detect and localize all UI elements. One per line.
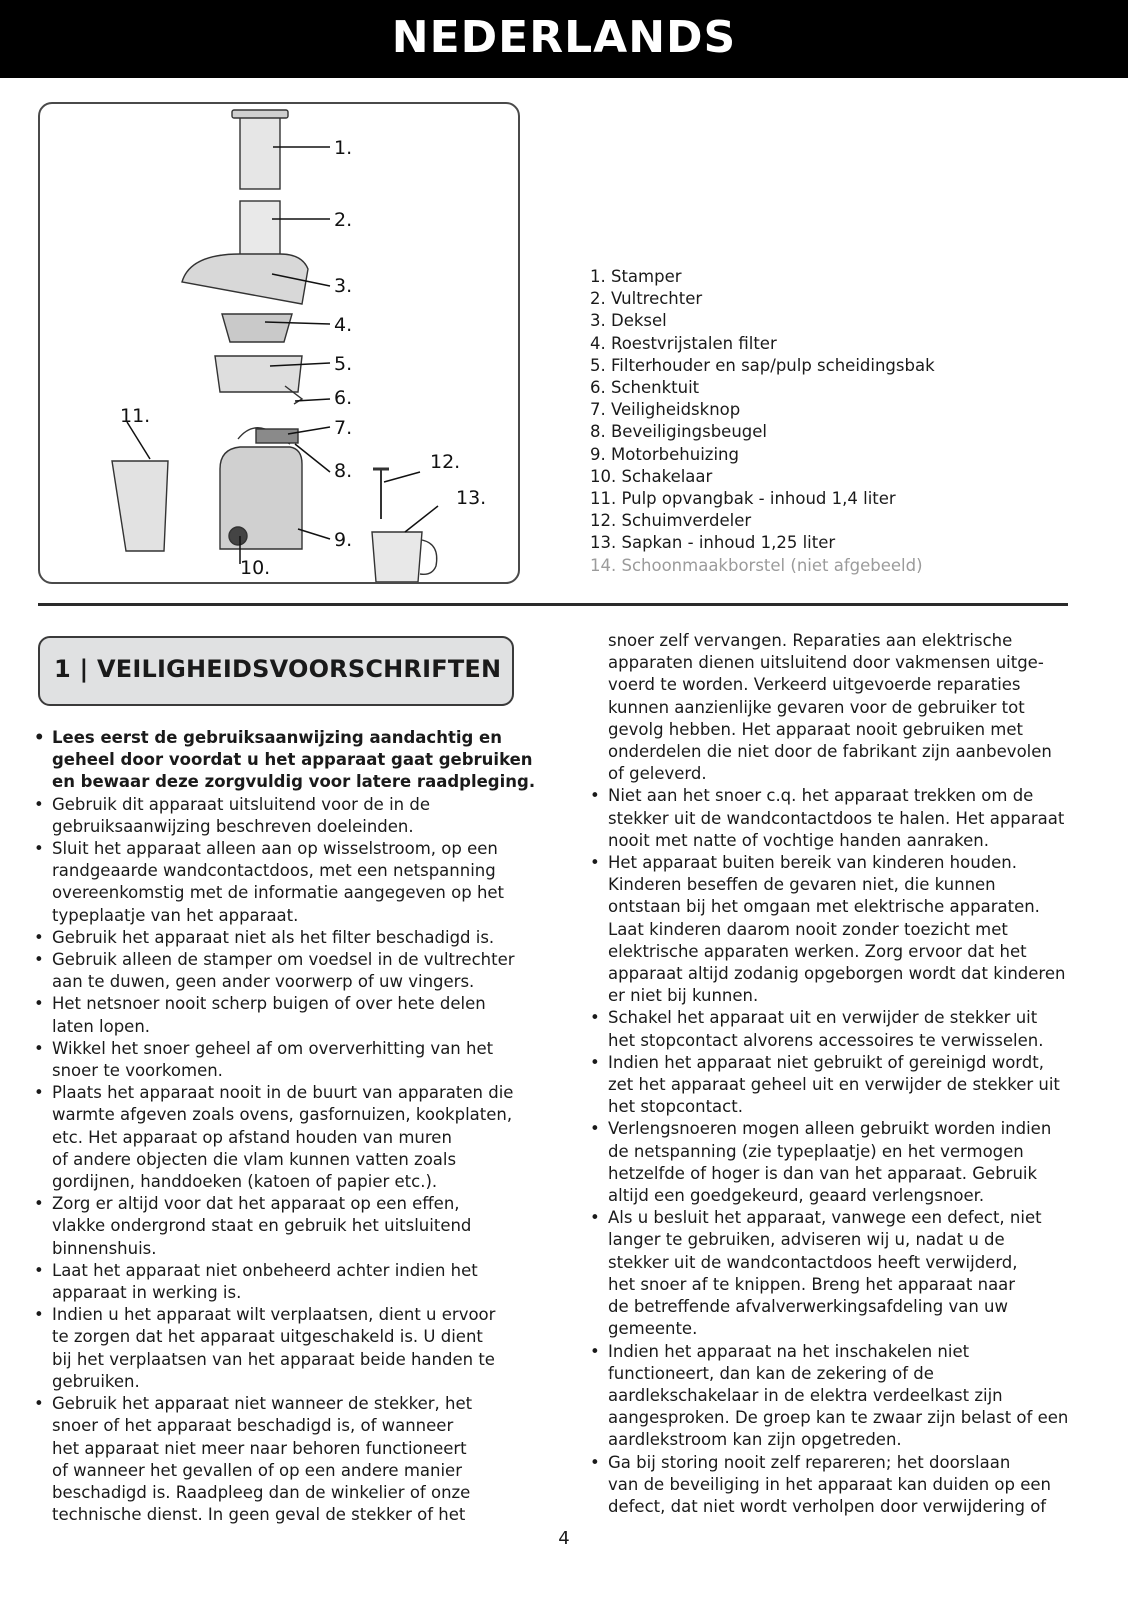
safety-item bbox=[32, 927, 532, 949]
bullet-icon: • bbox=[34, 839, 44, 859]
safety-item-line: Gebruik dit apparaat uitsluitend voor de in de bbox=[52, 794, 430, 814]
safety-item-line: snoer zelf vervangen. Reparaties aan elektrische bbox=[608, 631, 1013, 650]
safety-item bbox=[32, 1260, 532, 1304]
bullet-icon: • bbox=[34, 1194, 44, 1214]
callout-10: 10. bbox=[240, 557, 271, 579]
bullet-icon: • bbox=[590, 1052, 600, 1072]
safety-item-line: de betreffende afvalverwerkingsafdeling van uw bbox=[608, 1297, 1008, 1317]
safety-item-line: snoer of het apparaat beschadigd is, of wanneer bbox=[52, 1416, 454, 1436]
callout-13: 13. bbox=[456, 487, 487, 509]
safety-item-line: langer te gebruiken, adviseren wij u, nadat u de bbox=[608, 1230, 1005, 1250]
safety-item-line: aardlekschakelaar in de elektra verdeelkast zijn bbox=[608, 1385, 1003, 1405]
callout-8: 8. bbox=[334, 460, 353, 482]
pulp-container-part bbox=[112, 461, 168, 551]
page-header bbox=[0, 0, 1128, 78]
legend-item: 13. Sapkan - inhoud 1,25 liter bbox=[590, 533, 836, 553]
language-title: NEDERLANDS bbox=[391, 12, 737, 63]
safety-item bbox=[588, 785, 1088, 852]
safety-item-line: vlakke ondergrond staat en gebruik het uitsluitend bbox=[52, 1216, 472, 1236]
safety-item-line: geheel door voordat u het apparaat gaat gebruiken bbox=[52, 750, 533, 770]
legend-item: 9. Motorbehuizing bbox=[590, 444, 739, 464]
safety-item bbox=[588, 1207, 1088, 1340]
safety-item bbox=[588, 1052, 1088, 1119]
safety-item-line: stekker uit de wandcontactdoos heeft verwijderd, bbox=[608, 1252, 1018, 1272]
bullet-icon: • bbox=[34, 950, 44, 970]
safety-item-line: Zorg er altijd voor dat het apparaat op een effen, bbox=[52, 1194, 460, 1214]
safety-item bbox=[32, 993, 532, 1037]
bullet-icon: • bbox=[590, 1341, 600, 1361]
legend-item: 3. Deksel bbox=[590, 311, 667, 331]
safety-item-line: het stopcontact. bbox=[608, 1097, 743, 1117]
safety-item-line: Het apparaat buiten bereik van kinderen houden. bbox=[608, 853, 1017, 873]
safety-item-line: onderdelen die niet door de fabrikant zijn aanbevolen bbox=[608, 742, 1052, 762]
legend-item: 6. Schenktuit bbox=[590, 378, 700, 398]
bullet-icon: • bbox=[590, 1208, 600, 1228]
callout-4: 4. bbox=[334, 314, 353, 336]
safety-item-line: elektrische apparaten werken. Zorg ervoor dat het bbox=[608, 941, 1027, 961]
legend-item: 11. Pulp opvangbak - inhoud 1,4 liter bbox=[590, 489, 896, 509]
safety-item-line: of geleverd. bbox=[608, 764, 707, 784]
safety-item-line: Laat kinderen daarom nooit zonder toezicht met bbox=[608, 919, 1008, 939]
safety-item-line: Gebruik het apparaat niet wanneer de stekker, het bbox=[52, 1394, 473, 1414]
bullet-icon: • bbox=[34, 1038, 44, 1058]
page-number: 4 bbox=[558, 1528, 570, 1549]
safety-item-line: Gebruik het apparaat niet als het filter beschadigd is. bbox=[52, 927, 495, 947]
legend-item: 8. Beveiligingsbeugel bbox=[590, 422, 768, 442]
safety-item-line: stekker uit de wandcontactdoos te halen. Het apparaat bbox=[608, 808, 1065, 828]
safety-item-line: Schakel het apparaat uit en verwijder de stekker uit bbox=[608, 1008, 1038, 1028]
safety-item-line: aan te duwen, geen ander voorwerp of uw vingers. bbox=[52, 972, 475, 992]
safety-item-line: het apparaat niet meer naar behoren functioneert bbox=[52, 1438, 467, 1458]
safety-item-line: Het netsnoer nooit scherp buigen of over hete delen bbox=[52, 994, 486, 1014]
safety-item-line: Wikkel het snoer geheel af om oververhitting van het bbox=[52, 1038, 494, 1058]
bullet-icon: • bbox=[590, 853, 600, 873]
safety-item-line: Indien u het apparaat wilt verplaatsen, dient u ervoor bbox=[52, 1305, 496, 1325]
legend-item: 7. Veiligheidsknop bbox=[590, 400, 741, 420]
safety-item-line: randgeaarde wandcontactdoos, met een netspanning bbox=[52, 861, 496, 881]
safety-item bbox=[588, 1118, 1088, 1207]
legend-item: 14. Schoonmaakborstel (niet afgebeeld) bbox=[590, 555, 923, 575]
safety-item bbox=[32, 794, 532, 838]
safety-item-line: de netspanning (zie typeplaatje) en het vermogen bbox=[608, 1141, 1024, 1161]
section-title: 1 | VEILIGHEIDSVOORSCHRIFTEN bbox=[54, 655, 502, 683]
safety-item-line: Indien het apparaat niet gebruikt of gereinigd wordt, bbox=[608, 1052, 1044, 1072]
bullet-icon: • bbox=[34, 1083, 44, 1103]
safety-item-line: laten lopen. bbox=[52, 1016, 151, 1036]
safety-item-line: Ga bij storing nooit zelf repareren; het doorslaan bbox=[608, 1452, 1011, 1472]
safety-item-line: aangesproken. De groep kan te zwaar zijn belast of een bbox=[608, 1408, 1069, 1428]
safety-item bbox=[588, 1007, 1088, 1051]
safety-item-line: Als u besluit het apparaat, vanwege een defect, niet bbox=[608, 1208, 1042, 1228]
safety-item-line: aardlekstroom kan zijn opgetreden. bbox=[608, 1430, 902, 1450]
safety-list-left bbox=[32, 727, 536, 1526]
safety-item bbox=[32, 727, 536, 794]
safety-item bbox=[32, 1304, 532, 1393]
safety-item-line: gebruiken. bbox=[52, 1371, 140, 1391]
legend-item: 2. Vultrechter bbox=[590, 289, 703, 309]
safety-item-line: apparaat in werking is. bbox=[52, 1283, 242, 1303]
legend-item: 4. Roestvrijstalen filter bbox=[590, 333, 777, 353]
safety-item bbox=[588, 1452, 1088, 1519]
callout-5: 5. bbox=[334, 353, 353, 375]
safety-item-line: zet het apparaat geheel uit en verwijder de stekker uit bbox=[608, 1075, 1060, 1095]
safety-item-line: gordijnen, handdoeken (katoen of papier etc.). bbox=[52, 1172, 438, 1192]
safety-item-line: hetzelfde of hoger is dan van het apparaat. Gebruik bbox=[608, 1163, 1038, 1183]
safety-item-line: functioneert, dan kan de zekering of de bbox=[608, 1363, 934, 1383]
safety-item-line: binnenshuis. bbox=[52, 1238, 157, 1258]
safety-item-line: en bewaar deze zorgvuldig voor latere raadpleging. bbox=[52, 772, 536, 792]
safety-item-line: typeplaatje van het apparaat. bbox=[52, 905, 299, 925]
parts-legend bbox=[590, 266, 935, 577]
safety-item-line: Laat het apparaat niet onbeheerd achter indien het bbox=[52, 1260, 478, 1280]
safety-item-line: ontstaan bij het omgaan met elektrische apparaten. bbox=[608, 897, 1040, 917]
callout-11: 11. bbox=[120, 405, 151, 427]
safety-item-line: apparaten dienen uitsluitend door vakmensen uitge- bbox=[608, 653, 1044, 673]
safety-item-line: overeenkomstig met de informatie aangegeven op het bbox=[52, 883, 505, 903]
stamper-part bbox=[240, 114, 280, 189]
bullet-icon: • bbox=[34, 994, 44, 1014]
safety-item-line: of andere objecten die vlam kunnen vatten zoals bbox=[52, 1149, 457, 1169]
legend-item: 12. Schuimverdeler bbox=[590, 511, 752, 531]
legend-item: 5. Filterhouder en sap/pulp scheidingsbak bbox=[590, 355, 935, 375]
safety-item-line: Kinderen beseffen de gevaren niet, die kunnen bbox=[608, 875, 996, 895]
callout-7: 7. bbox=[334, 417, 353, 439]
bullet-icon: • bbox=[34, 1260, 44, 1280]
filter-holder-part bbox=[215, 356, 302, 392]
safety-item-line: gevolg hebben. Het apparaat nooit gebruiken met bbox=[608, 719, 1023, 739]
safety-item-line: het snoer af te knippen. Breng het apparaat naar bbox=[608, 1274, 1016, 1294]
chute-part bbox=[240, 201, 280, 256]
bullet-icon: • bbox=[590, 786, 600, 806]
legend-item: 10. Schakelaar bbox=[590, 466, 713, 486]
exploded-view-figure bbox=[38, 102, 520, 584]
safety-item-line: Niet aan het snoer c.q. het apparaat trekken om de bbox=[608, 786, 1034, 806]
safety-item-line: Plaats het apparaat nooit in de buurt van apparaten die bbox=[52, 1083, 514, 1103]
safety-item bbox=[588, 630, 1088, 785]
safety-item-line: altijd een goedgekeurd, geaard verlengsnoer. bbox=[608, 1186, 985, 1206]
safety-item-line: nooit met natte of vochtige handen aanraken. bbox=[608, 830, 989, 850]
safety-item-line: technische dienst. In geen geval de stekker of het bbox=[52, 1505, 466, 1525]
safety-item-line: defect, dat niet wordt verholpen door verwijdering of bbox=[608, 1496, 1047, 1516]
callout-3: 3. bbox=[334, 275, 353, 297]
safety-item-line: voerd te worden. Verkeerd uitgevoerde reparaties bbox=[608, 675, 1021, 695]
safety-item-line: Indien het apparaat na het inschakelen niet bbox=[608, 1341, 970, 1361]
safety-item-line: van de beveiliging in het apparaat kan duiden op een bbox=[608, 1474, 1051, 1494]
safety-list-right bbox=[588, 630, 1088, 1518]
juice-jug-part bbox=[372, 532, 422, 582]
bullet-icon: • bbox=[590, 1008, 600, 1028]
callout-1: 1. bbox=[334, 137, 353, 159]
safety-item-line: gemeente. bbox=[608, 1319, 698, 1339]
safety-item-line: beschadigd is. Raadpleeg dan de winkelier of onze bbox=[52, 1482, 471, 1502]
safety-item-line: Sluit het apparaat alleen aan op wisselstroom, op een bbox=[52, 839, 498, 859]
safety-item-line: snoer te voorkomen. bbox=[52, 1061, 223, 1081]
safety-item-line: kunnen aanzienlijke gevaren voor de gebruiker tot bbox=[608, 697, 1025, 717]
safety-item bbox=[32, 1193, 532, 1260]
bullet-icon: • bbox=[590, 1452, 600, 1472]
bullet-icon: • bbox=[34, 1394, 44, 1414]
juicer-parts-illustration bbox=[40, 104, 518, 582]
callout-9: 9. bbox=[334, 529, 353, 551]
filter-part bbox=[222, 314, 292, 342]
safety-item-line: gebruiksaanwijzing beschreven doeleinden. bbox=[52, 816, 414, 836]
safety-item-line: warmte afgeven zoals ovens, gasfornuizen, kookplaten, bbox=[52, 1105, 513, 1125]
safety-item-line: etc. Het apparaat op afstand houden van muren bbox=[52, 1127, 452, 1147]
callout-2: 2. bbox=[334, 209, 353, 231]
safety-item-line: apparaat altijd zodanig opgeborgen wordt dat kinderen bbox=[608, 964, 1066, 984]
safety-item bbox=[32, 838, 532, 927]
section-heading-box bbox=[38, 636, 514, 706]
safety-item-line: het stopcontact alvorens accessoires te verwisselen. bbox=[608, 1030, 1044, 1050]
bullet-icon: • bbox=[34, 927, 44, 947]
safety-item-line: te zorgen dat het apparaat uitgeschakeld is. U dient bbox=[52, 1327, 483, 1347]
safety-item-line: Verlengsnoeren mogen alleen gebruikt worden indien bbox=[608, 1119, 1052, 1139]
bullet-icon: • bbox=[34, 728, 45, 747]
safety-item bbox=[32, 949, 532, 993]
callout-12: 12. bbox=[430, 451, 461, 473]
safety-item-line: er niet bij kunnen. bbox=[608, 986, 759, 1006]
callout-6: 6. bbox=[334, 387, 353, 409]
safety-item bbox=[32, 1082, 532, 1193]
safety-item-line: of wanneer het gevallen of op een andere manier bbox=[52, 1460, 462, 1480]
section-divider bbox=[38, 603, 1068, 606]
safety-item bbox=[588, 852, 1088, 1007]
legend-item: 1. Stamper bbox=[590, 267, 682, 286]
safety-item bbox=[588, 1341, 1088, 1452]
safety-item bbox=[32, 1393, 532, 1526]
safety-item-line: Gebruik alleen de stamper om voedsel in de vultrechter bbox=[52, 950, 515, 970]
bullet-icon: • bbox=[590, 1119, 600, 1139]
safety-item-line: Lees eerst de gebruiksaanwijzing aandachtig en bbox=[52, 728, 502, 747]
lid-part bbox=[182, 254, 308, 304]
bullet-icon: • bbox=[34, 1305, 44, 1325]
safety-item bbox=[32, 1038, 532, 1082]
bullet-icon: • bbox=[34, 794, 44, 814]
safety-item-line: bij het verplaatsen van het apparaat beide handen te bbox=[52, 1349, 495, 1369]
